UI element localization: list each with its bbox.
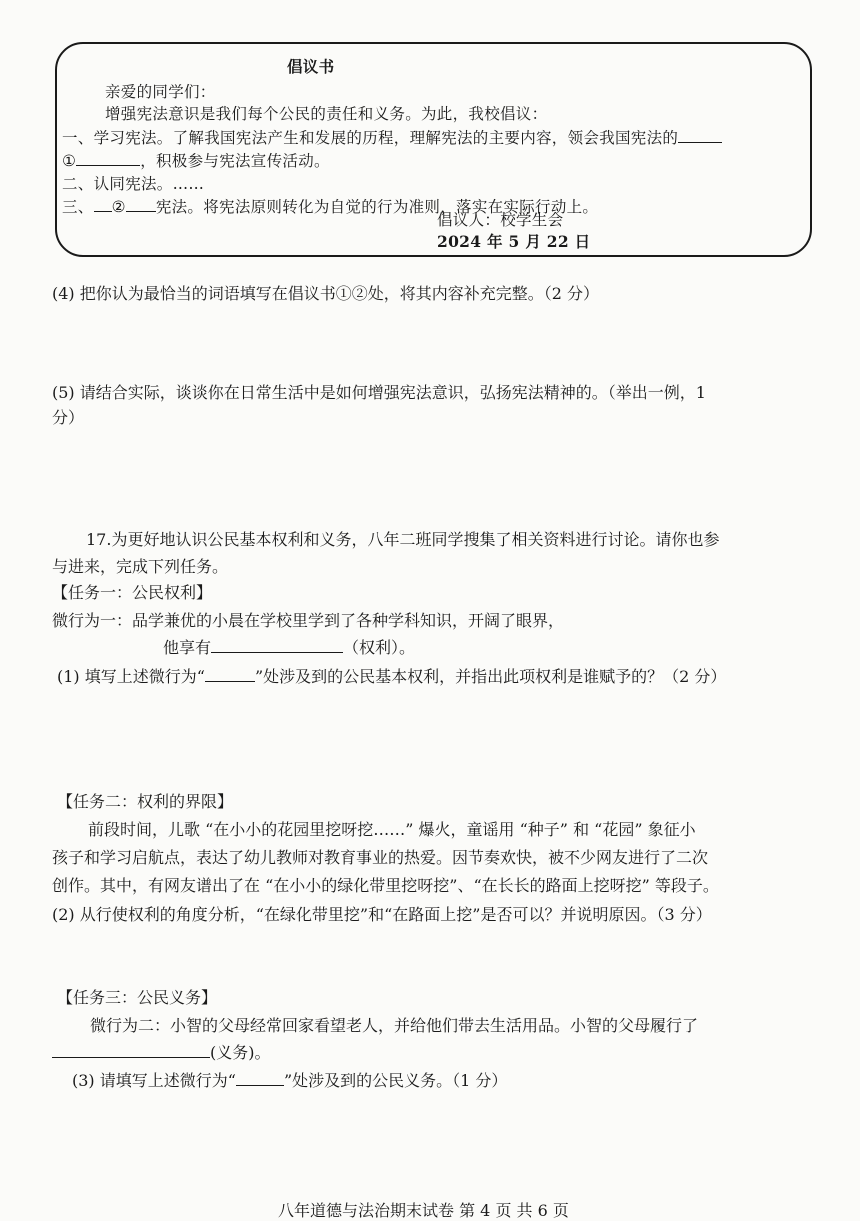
blank-2 — [126, 196, 156, 213]
task-2-paragraph-line3: 创作。其中，有网友谱出了在 “在小小的绿化带里挖呀挖”、“在长长的路面上挖呀挖” 等段子。 — [52, 876, 719, 895]
question-3-suffix: ”处涉及到的公民义务。（1 分） — [283, 1071, 508, 1090]
answer-blank — [236, 1069, 284, 1086]
proposal-item-2: 二、认同宪法。…… — [62, 175, 205, 193]
answer-blank — [52, 1041, 210, 1058]
task-1-micro-line2 — [163, 635, 415, 658]
question-1-prefix: (1) 填写上述微行为“ — [57, 667, 205, 686]
proposal-item-3-rest: 宪法。将宪法原则转化为自觉的行为准则，落实在实际行动上。 — [155, 198, 599, 216]
task-1-heading: 【任务一：公民权利】 — [52, 583, 213, 602]
answer-blank — [205, 665, 255, 682]
question-5-line2: 分） — [52, 408, 85, 427]
question-1-suffix: ”处涉及到的公民基本权利，并指出此项权利是谁赋予的？（2 分） — [254, 667, 727, 686]
question-5-line1: (5) 请结合实际，谈谈你在日常生活中是如何增强宪法意识，弘扬宪法精神的。（举出一例，1 — [52, 383, 706, 402]
proposal-intro: 增强宪法意识是我们每个公民的责任和义务。为此，我校倡议： — [105, 105, 548, 123]
task-1-question-1 — [57, 664, 726, 687]
question-17-line2: 与进来，完成下列任务。 — [52, 557, 229, 576]
proposal-item-3-prefix: 三、 — [62, 198, 94, 216]
blank-1 — [76, 150, 140, 167]
task-2-paragraph-line1: 前段时间，儿歌 “在小小的花园里挖呀挖……” 爆火，童谣用 “种子” 和 “花园” 象征小 — [88, 820, 696, 839]
task-1-micro-line1: 微行为一：品学兼优的小晨在学校里学到了各种学科知识，开阔了眼界， — [52, 611, 565, 630]
task-3-heading: 【任务三：公民义务】 — [57, 988, 218, 1007]
task-3-micro-line1: 微行为二：小智的父母经常回家看望老人，并给他们带去生活用品。小智的父母履行了 — [90, 1016, 699, 1035]
question-4: (4) 把你认为最恰当的词语填写在倡议书①②处，将其内容补充完整。（2 分） — [52, 284, 600, 303]
mark-1: ① — [62, 152, 77, 170]
blank-line — [678, 127, 722, 144]
task-3-question-3 — [72, 1068, 507, 1091]
task-3-micro-line2 — [52, 1040, 271, 1063]
task-2-question-2: (2) 从行使权利的角度分析，“在绿化带里挖”和“在路面上挖”是否可以？并说明原因。（3 分） — [52, 905, 712, 924]
task-3-micro-suffix: (义务)。 — [210, 1043, 271, 1062]
page-footer: 八年道德与法治期末试卷 第 4 页 共 6 页 — [278, 1201, 569, 1220]
blank-line — [94, 196, 112, 213]
proposal-item-1-rest: ，积极参与宪法宣传活动。 — [140, 152, 330, 170]
proposal-signer: 倡议人：校学生会 — [437, 211, 564, 229]
mark-2: ② — [111, 198, 126, 216]
proposal-item-1-cont — [62, 149, 330, 171]
proposal-item-1-text: 一、学习宪法。了解我国宪法产生和发展的历程，理解宪法的主要内容，领会我国宪法的 — [62, 129, 679, 147]
answer-blank — [211, 636, 343, 653]
proposal-date: 2024 年 5 月 22 日 — [437, 232, 591, 251]
question-3-prefix: (3) 请填写上述微行为“ — [72, 1071, 236, 1090]
question-17-line1: 17.为更好地认识公民基本权利和义务，八年二班同学搜集了相关资料进行讨论。请你也参 — [86, 530, 720, 549]
task-1-micro-suffix: （权利）。 — [343, 638, 416, 657]
task-2-heading: 【任务二：权利的界限】 — [57, 792, 234, 811]
proposal-item-1 — [62, 126, 722, 148]
task-1-micro-prefix: 他享有 — [163, 638, 212, 657]
proposal-title: 倡议书 — [287, 57, 335, 76]
task-2-paragraph-line2: 孩子和学习启航点，表达了幼儿教师对教育事业的热爱。因节奏欢快，被不少网友进行了二次 — [52, 848, 709, 867]
proposal-greeting: 亲爱的同学们： — [105, 83, 216, 101]
